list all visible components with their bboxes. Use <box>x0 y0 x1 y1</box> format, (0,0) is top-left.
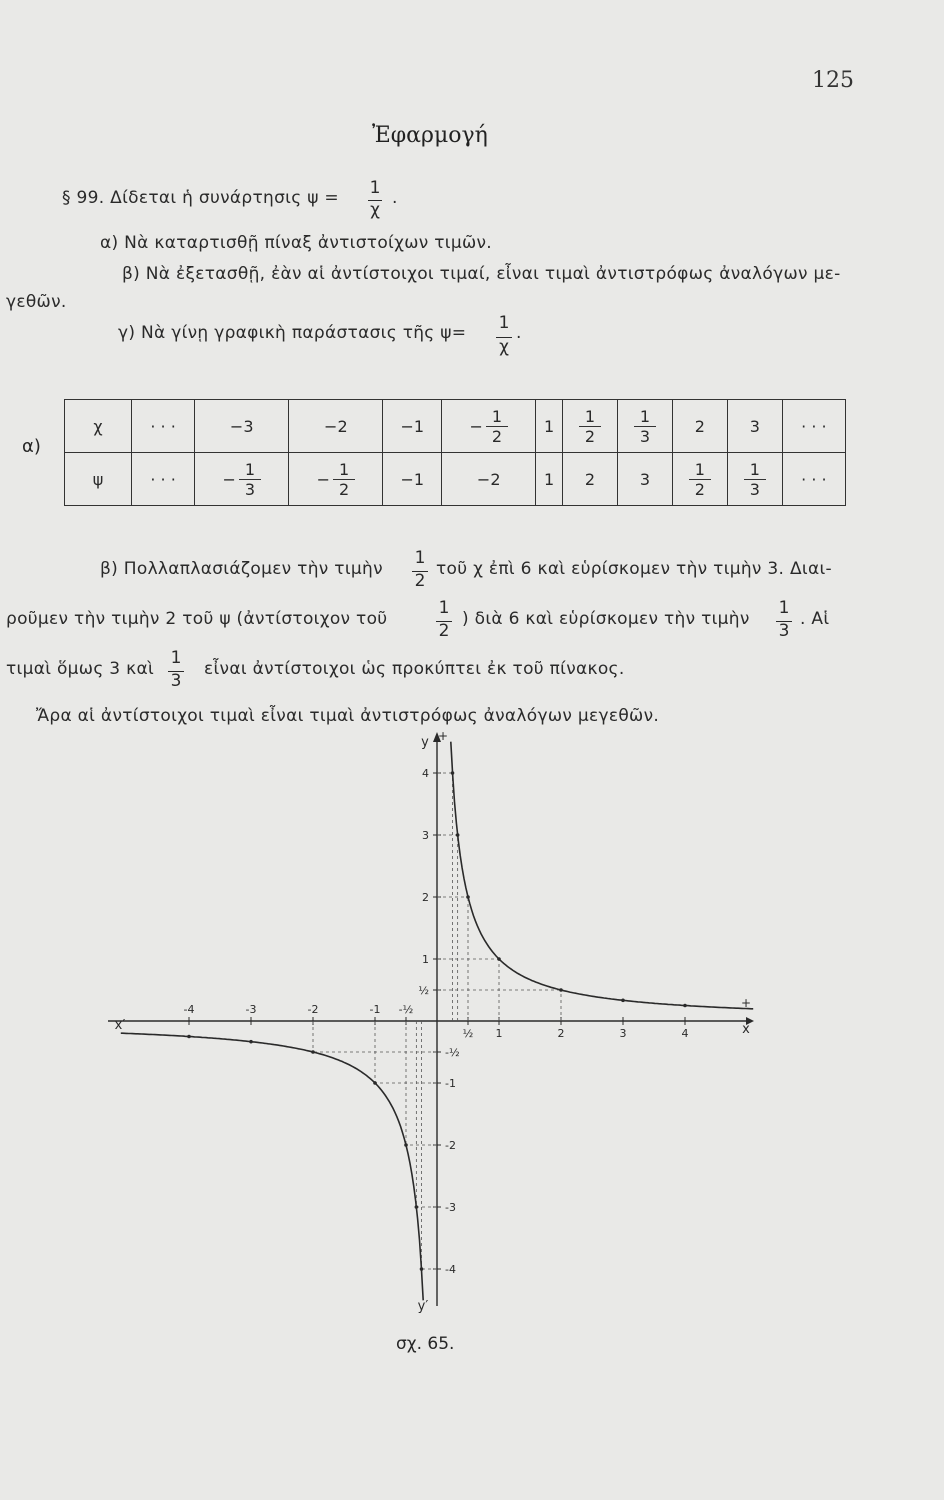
fraction-denominator: 2 <box>584 426 596 446</box>
fraction-numerator: 1 <box>170 648 182 668</box>
discussion-conclusion: Ἄρα αἱ ἀντίστοιχοι τιμαὶ εἶναι τιμαὶ ἀντιστρόφως ἀναλόγων μεγεθῶν. <box>36 706 660 726</box>
cell-value: −2 <box>476 469 501 489</box>
fraction-denominator: 3 <box>170 671 182 691</box>
data-point <box>249 1040 253 1044</box>
discussion-line2-b: ) διὰ 6 καὶ εὑρίσκομεν τὴν τιμὴν <box>462 609 750 629</box>
x-tick-label: -3 <box>245 1003 257 1016</box>
table-cell <box>383 400 442 453</box>
table-cell <box>727 453 782 506</box>
row-header-x: χ <box>65 400 132 453</box>
discussion-line2-c: . Αἱ <box>800 609 830 629</box>
table-cell <box>132 453 195 506</box>
row-header-psi: ψ <box>65 453 132 506</box>
x-tick-label: -1 <box>369 1003 381 1016</box>
x-axis-negative-label: x′ <box>114 1018 126 1033</box>
table-cell <box>536 400 563 453</box>
cell-value: · · · <box>801 416 827 436</box>
discussion-line1-b: τοῦ χ ἐπὶ 6 καὶ εὑρίσκομεν τὴν τιμὴν 3. Διαι- <box>436 559 832 579</box>
part-a-text: α) Νὰ καταρτισθῇ πίναξ ἀντιστοίχων τιμῶν. <box>100 233 492 253</box>
fraction-numerator: 1 <box>584 406 596 426</box>
part-c-text: γ) Νὰ γίνῃ γραφικὴ παράστασις τῆς ψ= <box>118 323 467 343</box>
cell-value: 3 <box>639 469 650 489</box>
fraction-denominator: 3 <box>749 479 760 499</box>
hyperbola-branch-positive <box>451 742 753 1009</box>
table-cell <box>617 453 672 506</box>
fraction-numerator: 1 <box>414 548 426 568</box>
data-point <box>420 1267 424 1271</box>
data-point <box>497 957 501 961</box>
y-tick-label: -3 <box>445 1201 456 1214</box>
data-point <box>373 1081 377 1085</box>
x-tick-label: ½ <box>462 1027 474 1040</box>
fraction-denominator: 2 <box>338 479 350 499</box>
table-cell <box>617 400 672 453</box>
cell-value: −1 <box>400 416 425 436</box>
data-point <box>456 833 460 837</box>
table-cell <box>289 453 383 506</box>
table-cell <box>563 400 618 453</box>
fraction-numerator: 1 <box>338 459 350 479</box>
values-table <box>64 399 846 506</box>
data-point <box>311 1050 315 1054</box>
y-tick-label: -2 <box>445 1139 456 1152</box>
table-cell <box>782 400 845 453</box>
table-cell <box>563 453 618 506</box>
data-point <box>415 1205 419 1209</box>
fraction-numerator: 1 <box>749 459 760 479</box>
data-point <box>466 895 470 899</box>
cell-fraction <box>239 460 261 499</box>
cell-fraction <box>333 460 355 499</box>
table-row-x <box>65 400 846 453</box>
fraction-numerator: 1 <box>639 406 650 426</box>
x-tick-label: -2 <box>307 1003 319 1016</box>
cell-value: · · · <box>801 469 827 489</box>
fraction-denominator: 2 <box>491 426 503 446</box>
fraction-denominator: χ <box>370 200 380 220</box>
fraction-denominator: 2 <box>694 479 705 499</box>
fraction-numerator: 1 <box>498 313 510 333</box>
y-tick-label: 1 <box>422 953 429 966</box>
section-heading: Ἐφαρμογή <box>372 123 488 148</box>
discussion-line3-b: εἶναι ἀντίστοιχοι ὡς προκύπτει ἐκ τοῦ πίνακος. <box>204 659 625 679</box>
data-point <box>404 1143 408 1147</box>
page-number: 125 <box>812 68 854 93</box>
y-tick-label: -1 <box>445 1077 456 1090</box>
fraction-one-over-x-2 <box>496 313 512 361</box>
y-tick-label: 2 <box>422 891 429 904</box>
part-b-text-line1: β) Νὰ ἐξετασθῇ, ἐὰν αἱ ἀντίστοιχοι τιμαί, εἶναι τιμαὶ ἀντιστρόφως ἀναλόγων με- <box>122 264 841 284</box>
cell-value: 3 <box>749 416 760 436</box>
y-tick-label: 3 <box>422 829 429 842</box>
cell-value: 2 <box>694 416 705 436</box>
table-cell <box>727 400 782 453</box>
table-cell <box>536 453 563 506</box>
data-point <box>559 988 563 992</box>
x-tick-label: -½ <box>398 1003 414 1016</box>
cell-fraction <box>744 460 766 499</box>
discussion-line3-a: τιμαὶ ὅμως 3 καὶ <box>6 659 154 679</box>
x-tick-label: -4 <box>183 1003 195 1016</box>
discussion-line1-a: β) Πολλαπλασιάζομεν τὴν τιμὴν <box>100 559 383 579</box>
fraction-one-third <box>776 598 792 644</box>
cell-value: −1 <box>400 469 425 489</box>
fraction-numerator: 1 <box>778 598 790 618</box>
table-cell <box>442 453 536 506</box>
figure-caption: σχ. 65. <box>396 1334 455 1354</box>
table-cell <box>672 453 727 506</box>
y-tick-label: -½ <box>445 1046 460 1059</box>
x-axis-plus-label: + <box>740 996 752 1010</box>
y-tick-label: ½ <box>418 984 429 997</box>
exercise-intro: § 99. Δίδεται ἡ συνάρτησις ψ = <box>62 188 339 208</box>
y-axis-label: y <box>421 735 429 750</box>
fraction-denominator: 3 <box>244 479 256 499</box>
cell-value: · · · <box>150 416 176 436</box>
table-cell <box>672 400 727 453</box>
y-axis-plus-label: + <box>437 729 449 743</box>
y-tick-label: 4 <box>422 767 429 780</box>
x-tick-label: 3 <box>619 1027 627 1040</box>
cell-value: −2 <box>324 416 348 436</box>
fraction-numerator: 1 <box>244 459 256 479</box>
fraction-denominator: χ <box>499 337 509 357</box>
table-cell <box>132 400 195 453</box>
period: . <box>392 188 398 208</box>
fraction-one-half-2 <box>436 598 452 644</box>
fraction-numerator: 1 <box>694 459 705 479</box>
data-point <box>621 999 625 1003</box>
table-cell <box>782 453 845 506</box>
period: . <box>516 323 522 343</box>
part-b-text-line2: γεθῶν. <box>6 292 67 312</box>
discussion-line2-a: ροῦμεν τὴν τιμὴν 2 τοῦ ψ (ἀντίστοιχον τοῦ <box>6 609 388 629</box>
fraction-one-third-2 <box>168 648 184 694</box>
cell-fraction <box>579 407 601 446</box>
cell-value: 1 <box>544 416 555 436</box>
x-tick-label: 1 <box>495 1027 503 1040</box>
cell-value: 1 <box>544 469 555 489</box>
table-cell <box>195 400 289 453</box>
cell-fraction <box>634 407 656 446</box>
fraction-denominator: 3 <box>639 426 650 446</box>
data-point <box>187 1035 191 1039</box>
fraction-denominator: 3 <box>778 621 790 641</box>
hyperbola-graph <box>108 728 768 1318</box>
y-tick-label: -4 <box>445 1263 456 1276</box>
x-tick-label: 2 <box>557 1027 565 1040</box>
fraction-one-half <box>412 548 428 594</box>
x-axis-label: x <box>742 1022 750 1037</box>
table-cell <box>195 453 289 506</box>
cell-sign: − <box>222 469 236 489</box>
fraction-numerator: 1 <box>438 598 450 618</box>
fraction-numerator: 1 <box>369 178 381 198</box>
x-tick-label: 4 <box>681 1027 689 1040</box>
fraction-denominator: 2 <box>438 621 450 641</box>
y-axis-negative-label: y′ <box>417 1299 429 1314</box>
hyperbola-branch-negative <box>121 1033 423 1300</box>
table-cell <box>289 400 383 453</box>
cell-sign: − <box>316 469 331 489</box>
table-row-psi <box>65 453 846 506</box>
table-cell <box>383 453 442 506</box>
cell-value: −3 <box>229 416 254 436</box>
table-label: α) <box>22 436 41 457</box>
fraction-one-over-x <box>368 178 382 222</box>
cell-fraction <box>689 460 711 499</box>
fraction-denominator: 2 <box>414 571 426 591</box>
table-cell <box>442 400 536 453</box>
cell-sign: − <box>469 416 483 436</box>
cell-value: 2 <box>584 469 596 489</box>
data-point <box>451 771 455 775</box>
fraction-numerator: 1 <box>491 406 503 426</box>
data-point <box>683 1004 687 1008</box>
cell-value: · · · <box>150 469 176 489</box>
cell-fraction <box>486 407 508 446</box>
